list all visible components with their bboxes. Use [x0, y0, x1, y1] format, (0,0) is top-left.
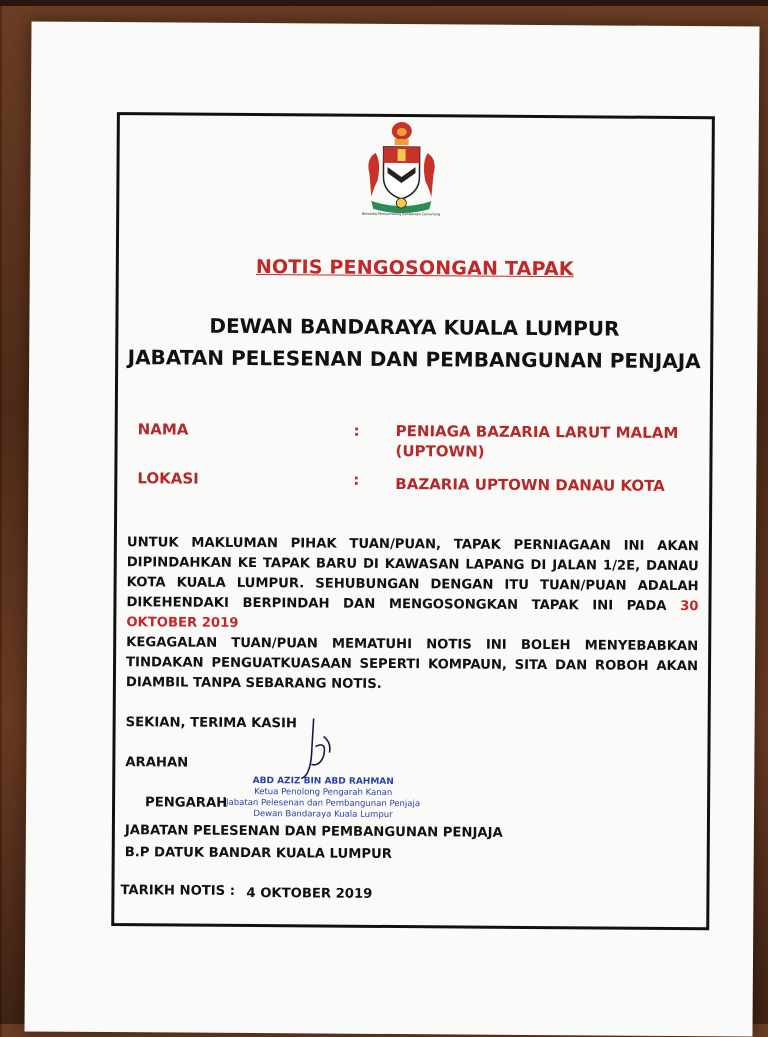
bp-signoff: B.P DATUK BANDAR KUALA LUMPUR: [124, 845, 392, 863]
arahan-text: ARAHAN: [125, 755, 189, 771]
pengarah-text: PENGARAH: [145, 795, 228, 811]
lokasi-value: BAZARIA UPTOWN DANAU KOTA: [395, 475, 665, 495]
notice-frame: [111, 112, 715, 930]
crest: [119, 117, 712, 231]
stamp-organisation: Dewan Bandaraya Kuala Lumpur: [253, 809, 393, 821]
notice-date-value: 4 OKTOBER 2019: [246, 885, 373, 902]
org-name: DEWAN BANDARAYA KUALA LUMPUR: [209, 313, 620, 341]
nama-colon: :: [353, 421, 360, 440]
table-edge: [0, 0, 768, 6]
closing-text: SEKIAN, TERIMA KASIH: [125, 715, 298, 732]
nama-label: NAMA: [137, 420, 189, 439]
notice-paper: [24, 21, 759, 1036]
dbkl-crest-icon: [361, 119, 442, 220]
paragraph-warning: KEGAGALAN TUAN/PUAN MEMATUHI NOTIS INI BOLEH MENYEBABKAN TINDAKAN PENGUATKUASAAN SEPERTI KOMPAUN, SITA DAN ROBOH AKAN DIAMBIL TANPA SEBARANG NOTIS.: [125, 635, 699, 692]
lokasi-label: LOKASI: [137, 469, 199, 488]
crest-motto: Bersedia Menyumbang Bandaraya Cemerlang: [362, 211, 441, 217]
department-name: JABATAN PELESENAN DAN PEMBANGUNAN PENJAJA: [127, 345, 701, 374]
vacate-date: 30 OKTOBER 2019: [126, 599, 699, 631]
paragraph-relocation-text: UNTUK MAKLUMAN PIHAK TUAN/PUAN, TAPAK PERNIAGAAN INI AKAN DIPINDAHKAN KE TAPAK BARU DI KAWASAN LAPANG DI JALAN 1/2E, DANAU KOTA KUALA LUMPUR. SEHUBUNGAN DENGAN ITU TUAN/PUAN ADALAH DIKEHENDAKI BERPINDAH DAN MENGOSONGKAN TAPAK INI PADA: [126, 535, 699, 614]
department-signoff: JABATAN PELESENAN DAN PEMBANGUNAN PENJAJA: [124, 823, 503, 841]
paragraph-relocation: [126, 533, 699, 637]
stamp-name: ABD AZIZ BIN ABD RAHMAN: [252, 776, 394, 788]
lokasi-colon: :: [353, 470, 360, 489]
official-stamp: [223, 776, 423, 821]
stamp-title: Ketua Penolong Pengarah Kanan: [254, 787, 393, 799]
nama-value: PENIAGA BAZARIA LARUT MALAM: [395, 422, 679, 442]
notice-title: NOTIS PENGOSONGAN TAPAK: [255, 256, 574, 281]
nama-value-cont: (UPTOWN): [395, 442, 485, 461]
notice-date-label: TARIKH NOTIS :: [120, 883, 236, 899]
stamp-department: Jabatan Pelesenan dan Pembangunan Penjaja: [226, 797, 421, 810]
